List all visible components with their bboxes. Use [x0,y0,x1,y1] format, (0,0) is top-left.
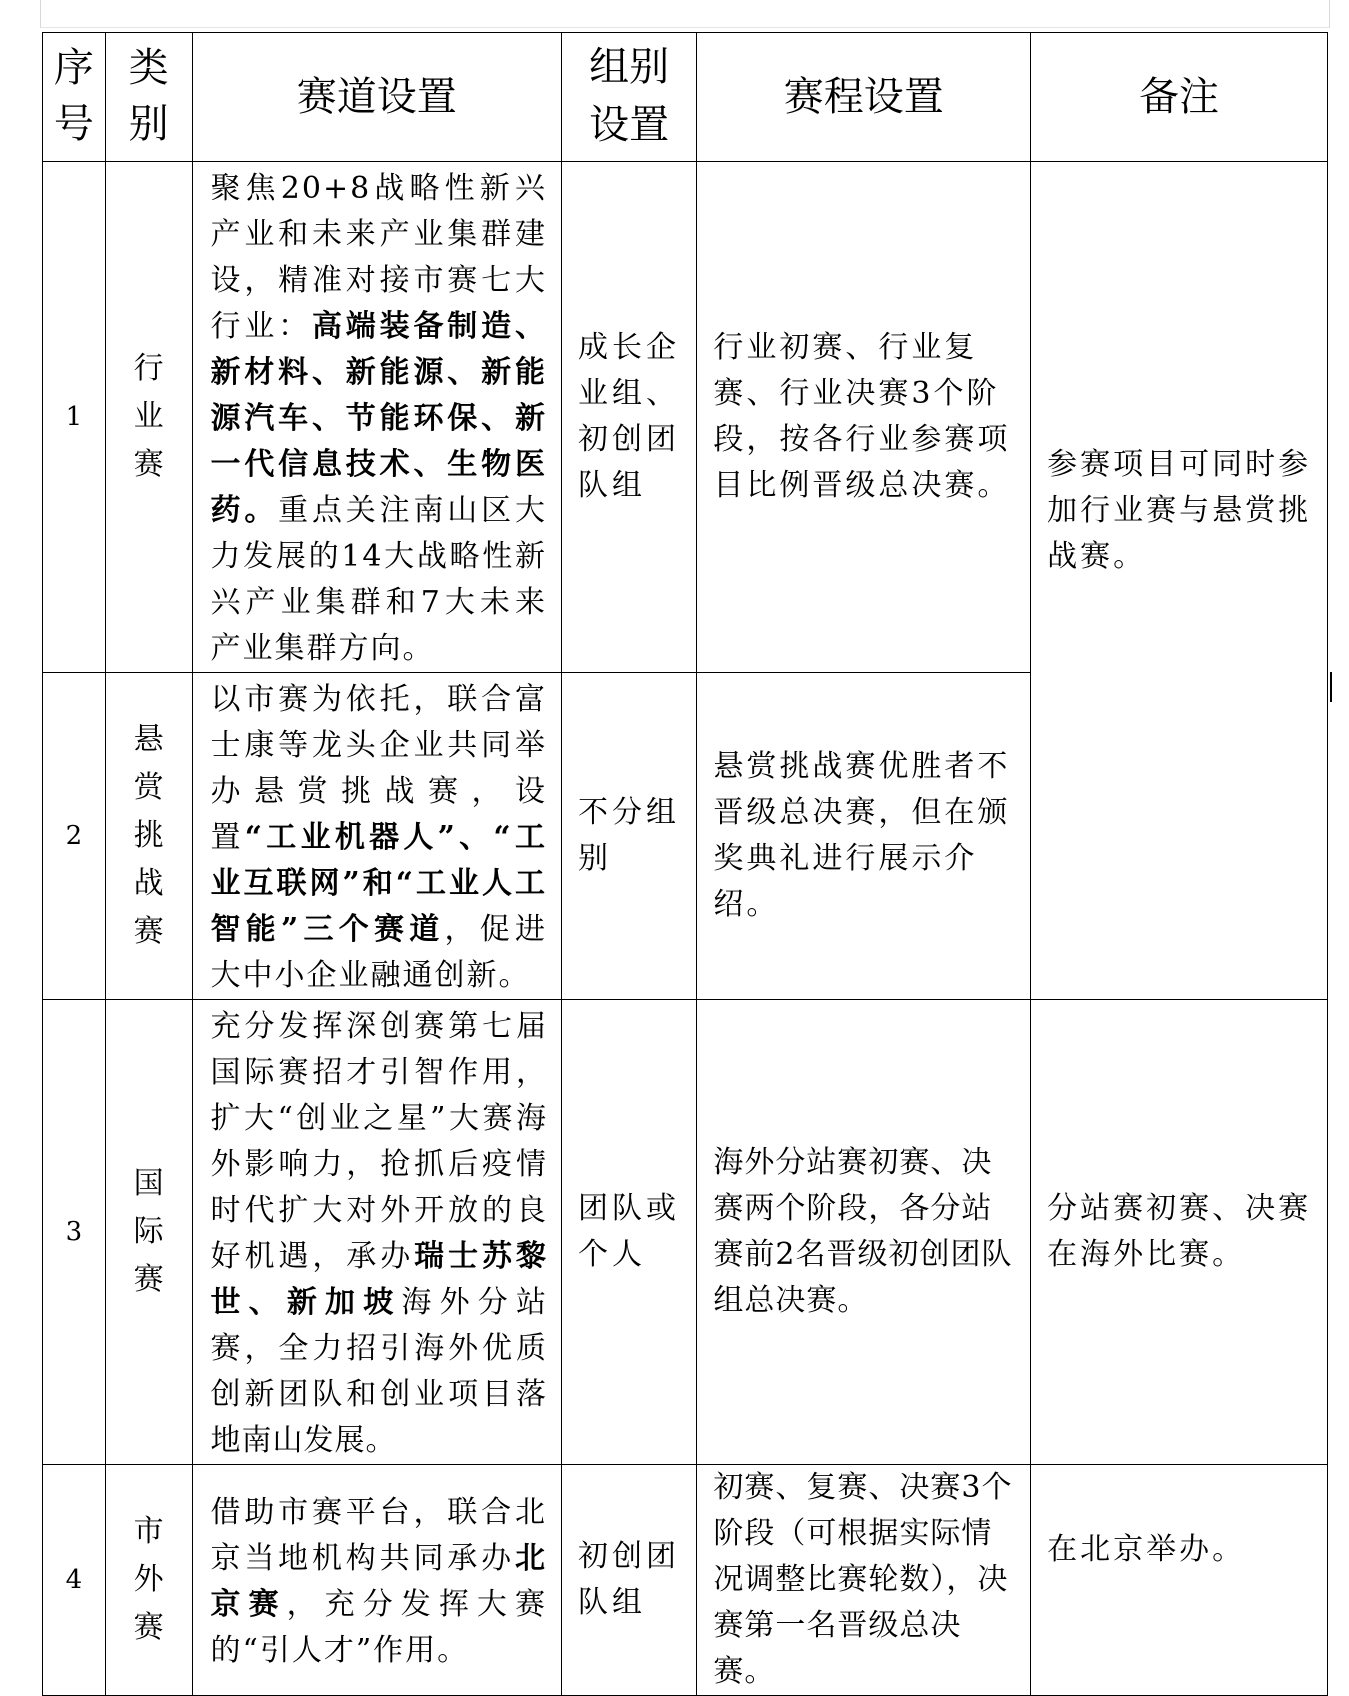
header-track: 赛道设置 [192,33,561,162]
row-category: 行业赛 [105,162,192,673]
table-row [43,1465,1328,1696]
row-track: 以市赛为依托，联合富士康等龙头企业共同举办悬赏挑战赛，设置“工业机器人”、“工业互联网”和“工业人工智能”三个赛道，促进大中小企业融通创新。 [192,673,561,1000]
row-group: 不分组别 [561,673,696,1000]
row-group: 初创团队组 [561,1465,696,1696]
row-index: 4 [43,1465,106,1696]
row-index: 1 [43,162,106,673]
row-schedule: 海外分站赛初赛、决赛两个阶段，各分站赛前2名晋级初创团队组总决赛。 [697,1000,1031,1465]
header-index: 序号 [43,33,106,162]
header-group: 组别设置 [561,33,696,162]
text-cursor [1330,672,1332,702]
row-track: 借助市赛平台，联合北京当地机构共同承办北京赛，充分发挥大赛的“引人才”作用。 [192,1465,561,1696]
header-category: 类别 [105,33,192,162]
row-index: 3 [43,1000,106,1465]
header-note: 备注 [1031,33,1328,162]
row-category: 国际赛 [105,1000,192,1465]
shared-note: 参赛项目可同时参加行业赛与悬赏挑战赛。 [1031,162,1328,1000]
competition-table [42,32,1328,1696]
row-track: 充分发挥深创赛第七届国际赛招才引智作用，扩大“创业之星”大赛海外影响力，抢抓后疫情时代扩大对外开放的良好机遇，承办瑞士苏黎世、新加坡海外分站赛，全力招引海外优质创新团队和创业项目落地南山发展。 [192,1000,561,1465]
page-top-border [40,0,1330,28]
row-track: 聚焦20+8战略性新兴产业和未来产业集群建设，精准对接市赛七大行业：高端装备制造、新材料、新能源、新能源汽车、节能环保、新一代信息技术、生物医药。重点关注南山区大力发展的14大战略性新兴产业集群和7大未来产业集群方向。 [192,162,561,673]
row-category: 市外赛 [105,1465,192,1696]
row-group: 团队或个人 [561,1000,696,1465]
row-schedule: 行业初赛、行业复赛、行业决赛3个阶段，按各行业参赛项目比例晋级总决赛。 [697,162,1031,673]
row-schedule: 悬赏挑战赛优胜者不晋级总决赛，但在颁奖典礼进行展示介绍。 [697,673,1031,1000]
row-schedule: 初赛、复赛、决赛3个阶段（可根据实际情况调整比赛轮数），决赛第一名晋级总决赛。 [697,1465,1031,1696]
table-row [43,162,1328,673]
row-category: 悬赏挑战赛 [105,673,192,1000]
table-row [43,1000,1328,1465]
header-row [43,33,1328,162]
row-note: 分站赛初赛、决赛在海外比赛。 [1031,1000,1328,1465]
header-schedule: 赛程设置 [697,33,1031,162]
row-index: 2 [43,673,106,1000]
row-note: 在北京举办。 [1031,1465,1328,1696]
row-group: 成长企业组、初创团队组 [561,162,696,673]
